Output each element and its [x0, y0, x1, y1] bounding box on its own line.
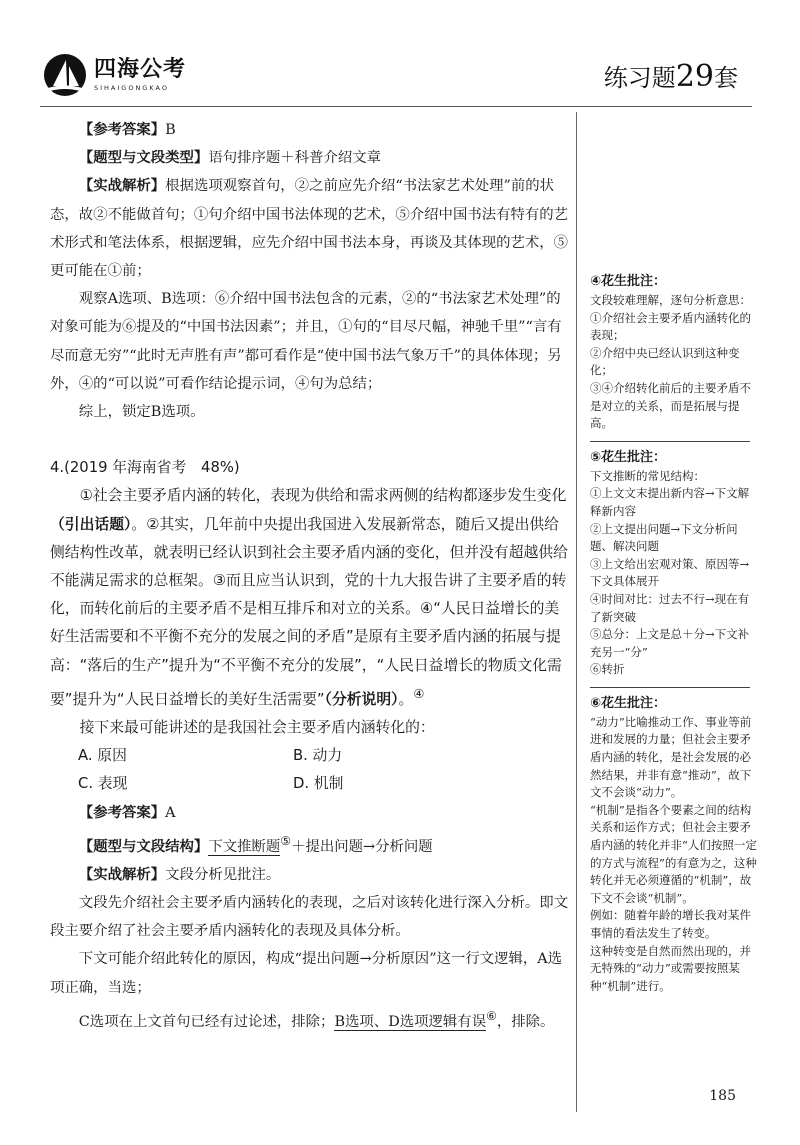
main-column — [50, 108, 570, 1036]
note-line: 文段较难理解，逐句分析意思： — [590, 293, 751, 307]
option-c: C. 表现 — [78, 775, 128, 793]
note-5 — [590, 448, 760, 679]
sailboat-logo-icon — [40, 52, 90, 98]
option-a: A. 原因 — [78, 747, 127, 765]
set-title-number: 29 — [675, 59, 714, 94]
set-title-suffix: 套 — [714, 64, 738, 92]
set-title-prefix: 练习题 — [603, 64, 676, 92]
header-rule — [40, 106, 752, 107]
note-4 — [590, 272, 760, 433]
note-line: ④时间对比：过去不行→现在有了新突破 — [590, 591, 750, 624]
note-ref-4: ④ — [413, 686, 425, 701]
note-divider — [590, 687, 750, 688]
note-line: ①介绍社会主要矛盾内涵转化的表现； — [590, 310, 751, 343]
note-line: ②介绍中央已经认识到这种变化； — [590, 345, 740, 378]
set-title — [604, 58, 738, 94]
note-4-title: ④花生批注： — [590, 274, 667, 289]
q4-analysis-0: 【实战解析】文段分析见批注。 — [78, 866, 281, 883]
q4-analysis-1: 文段先介绍社会主要矛盾内涵转化的表现，之后对该转化进行深入分析。即文段主要介绍了社会主要矛盾内涵转化的表现及具体分析。 — [50, 895, 569, 940]
note-line: ①上文文末提出新内容→下文解释新内容 — [590, 486, 750, 518]
note-ref-6: ⑥ — [486, 1008, 497, 1023]
note-ref-5: ⑤ — [280, 833, 292, 848]
note-line: ⑤总分：上文是总＋分→下文补充另一“分” — [590, 627, 750, 659]
q3-type: 【题型与文段类型】语句排序题＋科普介绍文章 — [78, 150, 382, 167]
note-line: ⑥转折 — [590, 662, 625, 677]
q3-analysis-2: 观察A选项、B选项：⑥介绍中国书法包含的元素，②的“书法家艺术处理”的对象可能为⑥提及的“中国书法因素”；并且，①句的“目尽尺幅，神驰千里”“言有尽而意无穷”“此时无声胜有声”都可看作是“使中国书法气象万千”的具体体现；另外，④的“可以说”可看作结论提示词，④句为总结； — [50, 291, 562, 392]
note-line: ③上文给出宏观对策、原因等→下文具体展开 — [590, 556, 750, 589]
side-notes — [590, 272, 760, 1003]
note-line: ③④介绍转化前后的主要矛盾不是对立的关系，而是拓展与提高。 — [590, 380, 751, 431]
q3-analysis-1: 【实战解析】根据选项观察首句，②之前应先介绍“书法家艺术处理”前的状态，故②不能做首句；①句介绍中国书法体现的艺术，⑤介绍中国书法有特有的艺术形式和笔法体系，根据逻辑，应先介绍中国书法本身，再谈及其体现的艺术，⑤更可能在①前； — [50, 178, 569, 280]
note-5-title: ⑤花生批注： — [590, 449, 667, 465]
brand-logo — [40, 52, 186, 98]
note-divider — [590, 441, 750, 442]
note-line: 下文推断的常见结构： — [590, 468, 705, 483]
note-6 — [590, 694, 760, 996]
q4-passage: ①社会主要矛盾内涵的转化，表现为供给和需求两侧的结构都逐步发生变化（引出话题）。②其实，几年前中央提出我国进入发展新常态，随后又提出供给侧结构性改革，就表明已经认识到社会主要矛盾内涵的变化，但并没有超越供给不能满足需求的总框架。③而且应当认识到，党的十九大报告讲了主要矛盾的转化，而转化前后的主要矛盾不是相互排斥和对立的关系。④“人民日益增长的美好生活需要和不平衡不充分的发展之间的矛盾”是原有主要矛盾内涵的拓展与提高：“落后的生产”提升为“不平衡不充分的发展”，“人民日益增长的物质文化需要”提升为“人民日益增长的美好生活需要”（分析说明）。④ — [50, 487, 568, 708]
note-line: “动力”比喻推动工作、事业等前进和发展的力量；但社会主要矛盾内涵的转化，是社会发展的必然结果，并非有意“推动”，故下文不会谈“动力”。 — [590, 714, 752, 800]
column-divider — [576, 112, 577, 1112]
note-line: 例如：随着年龄的增长我对某件事情的看法发生了转变。 — [590, 908, 751, 940]
q3-analysis-3: 综上，锁定B选项。 — [78, 404, 205, 421]
q3-answer: 【参考答案】B — [78, 122, 176, 138]
q4-analysis-3: C选项在上文首句已经有过论述，排除；B选项、D选项逻辑有误⑥，排除。 — [78, 1008, 555, 1030]
q4-options — [50, 742, 570, 798]
option-b: B. 动力 — [293, 747, 343, 765]
note-line: “机制”是指各个要素之间的结构关系和运作方式；但社会主要矛盾内涵的转化并非“人们按照一定的方式与流程”的有意为之，这种转化并无必须遵循的“机制”，故下文不会谈“机制”。 — [590, 802, 757, 905]
q4-analysis-2: 下文可能介绍此转化的原因，构成“提出问题→分析原因”这一行文逻辑，A选项正确，当选； — [50, 951, 563, 996]
q4-answer: 【参考答案】A — [78, 804, 176, 821]
q4-heading: 4.(2019 年海南省考 48%) — [50, 459, 240, 477]
page-number: 185 — [709, 1088, 736, 1104]
q4-stem: 接下来最可能讲述的是我国社会主要矛盾内涵转化的： — [79, 718, 435, 736]
logo-latin-name: SIHAIGONGKAO — [94, 84, 169, 92]
note-line: ②上文提出问题→下文分析问题、解决问题 — [590, 521, 738, 554]
note-line: 这种转变是自然而然出现的，并无特殊的“动力”或需要按照某种“机制”进行。 — [590, 943, 751, 993]
logo-chinese-name: 四海公考 — [94, 57, 187, 82]
option-d: D. 机制 — [293, 775, 344, 793]
q4-structure: 【题型与文段结构】下文推断题⑤＋提出问题→分析问题 — [78, 833, 433, 855]
note-6-title: ⑥花生批注： — [590, 695, 667, 711]
